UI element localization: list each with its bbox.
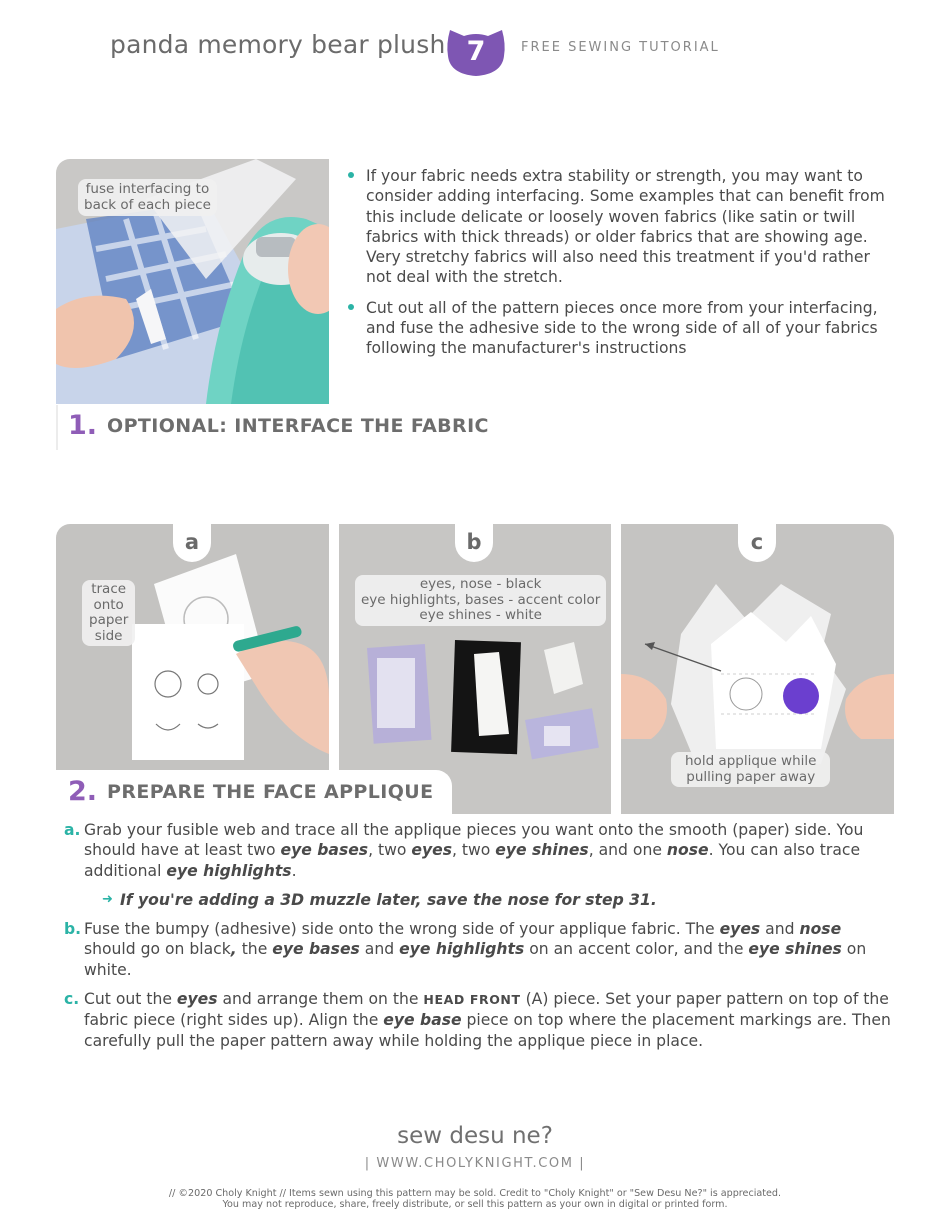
callout-line: pulling paper away — [686, 768, 816, 785]
interfacing-bullets — [346, 166, 891, 369]
header-title: panda memory bear plush — [110, 30, 446, 59]
instruction-c: c. Cut out the eyes and arrange them on the HEAD FRONT (A) piece. Set your paper pattern on top of the fabric piece (right sides up). Align the eye base piece on top where the placement markings are. Then carefully pull the paper pattern away while holding the applique piece in place. — [64, 990, 891, 1050]
callout-line: eye shines - white — [419, 607, 542, 623]
interfacing-photo — [56, 159, 329, 404]
photo-c-label: c — [738, 524, 776, 562]
photo-b-label: b — [455, 524, 493, 562]
page-number-badge — [446, 24, 506, 78]
photo-c — [621, 524, 894, 814]
step1-divider — [56, 405, 58, 450]
step1-heading — [68, 410, 489, 441]
bullet-item: If your fabric needs extra stability or strength, you may want to consider adding interfacing. Some examples that can benefit from this include delicate or loosely woven fabrics (like satin or twill fabrics with thick threads) or older fabrics that are showing age. Very stretchy fabrics will also need this treatment if you'd rather not deal with the stretch. — [346, 166, 891, 288]
callout-line: back of each piece — [84, 196, 211, 213]
footer-legal — [0, 1188, 950, 1210]
instruction-letter: a. — [64, 821, 81, 839]
footer-url[interactable]: | WWW.CHOLYKNIGHT.COM | — [364, 1156, 586, 1171]
callout-line: side — [94, 627, 123, 644]
callout-line: paper — [89, 612, 129, 628]
legal-line: You may not reproduce, share, freely distribute, or sell this pattern as your own in digital or printed form. — [222, 1199, 728, 1210]
step2-heading — [68, 776, 433, 807]
instruction-a: a. Grab your fusible web and trace all the applique pieces you want onto the smooth (paper) side. You should have at least two eye bases, two eyes, two eye shines, and one nose. You can also trace additional eye highlights. — [64, 821, 864, 880]
step1-number: 1. — [68, 410, 98, 441]
instruction-letter: c. — [64, 990, 80, 1009]
callout-line: fuse interfacing to — [85, 181, 210, 197]
photo-b-callout — [355, 575, 606, 626]
callout-line: eye highlights, bases - accent color — [361, 591, 601, 608]
step1-title: OPTIONAL: INTERFACE THE FABRIC — [107, 414, 489, 437]
callout-line: trace — [91, 581, 127, 597]
instruction-letter: b. — [64, 920, 82, 939]
step2-number: 2. — [68, 776, 98, 807]
callout-line: eyes, nose - black — [419, 576, 542, 592]
step2-instructions — [64, 820, 894, 1060]
callout-line: hold applique while — [685, 753, 817, 769]
header-subtitle: FREE SEWING TUTORIAL — [521, 40, 720, 55]
bullet-item: Cut out all of the pattern pieces once more from your interfacing, and fuse the adhesive side to the wrong side of all of your fabrics following the manufacturer's instructions — [346, 298, 891, 359]
footer-brand: sew desu ne? — [397, 1123, 553, 1149]
interfacing-callout — [78, 179, 217, 216]
photo-a-callout — [82, 580, 135, 646]
photo-c-callout — [671, 752, 830, 787]
page-number: 7 — [466, 36, 486, 67]
arrow-right-icon: ➜ — [102, 891, 113, 907]
instruction-b: b. Fuse the bumpy (adhesive) side onto the wrong side of your applique fabric. The eyes and nose should go on black, the eye bases and eye highlights on an accent color, and the eye shines on white. — [64, 920, 867, 979]
legal-line: // ©2020 Choly Knight // Items sewn using this pattern may be sold. Credit to "Choly Knight" or "Sew Desu Ne?" is appreciated. — [168, 1188, 782, 1199]
step2-title: PREPARE THE FACE APPLIQUE — [107, 780, 434, 803]
callout-line: onto — [93, 596, 124, 613]
photo-a-label: a — [173, 524, 211, 562]
muzzle-tip: ➜ If you're adding a 3D muzzle later, save the nose for step 31. — [102, 890, 657, 909]
